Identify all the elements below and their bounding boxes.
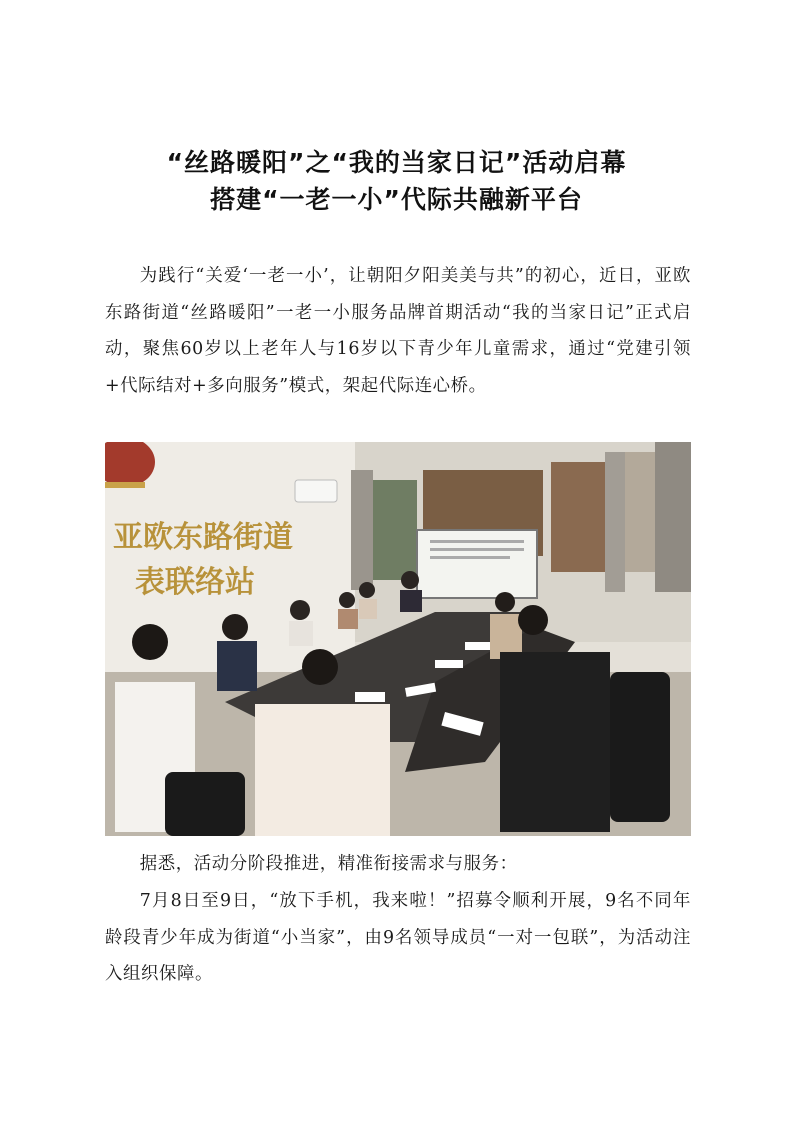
title-line-2: 搭建“一老一小”代际共融新平台: [210, 185, 583, 214]
paragraph-stages: 据悉，活动分阶段推进，精准衔接需求与服务：: [139, 854, 518, 874]
wall-sign-line-2: 表联络站: [135, 565, 255, 600]
paragraph-recruitment: 7月8日至9日，“放下手机，我来啦！”招募令顺利开展，9名不同年龄段青少年成为街道“小当家”，由9名领导成员“一对一包联”，为活动注入组织保障。: [105, 891, 691, 984]
wall-sign-line-1: 亚欧东路街道: [113, 520, 293, 555]
title-line-1: “丝路暖阳”之“我的当家日记”活动启幕: [166, 148, 627, 177]
meeting-photo: [105, 442, 691, 836]
paragraph-intro: 为践行“关爱‘一老一小’，让朝阳夕阳美美与共”的初心，近日，亚欧东路街道“丝路暖阳”一老一小服务品牌首期活动“我的当家日记”正式启动，聚焦60岁以上老年人与16岁以下青少年儿童需求，通过“党建引领+代际结对+多向服务”模式，架起代际连心桥。: [105, 266, 691, 396]
